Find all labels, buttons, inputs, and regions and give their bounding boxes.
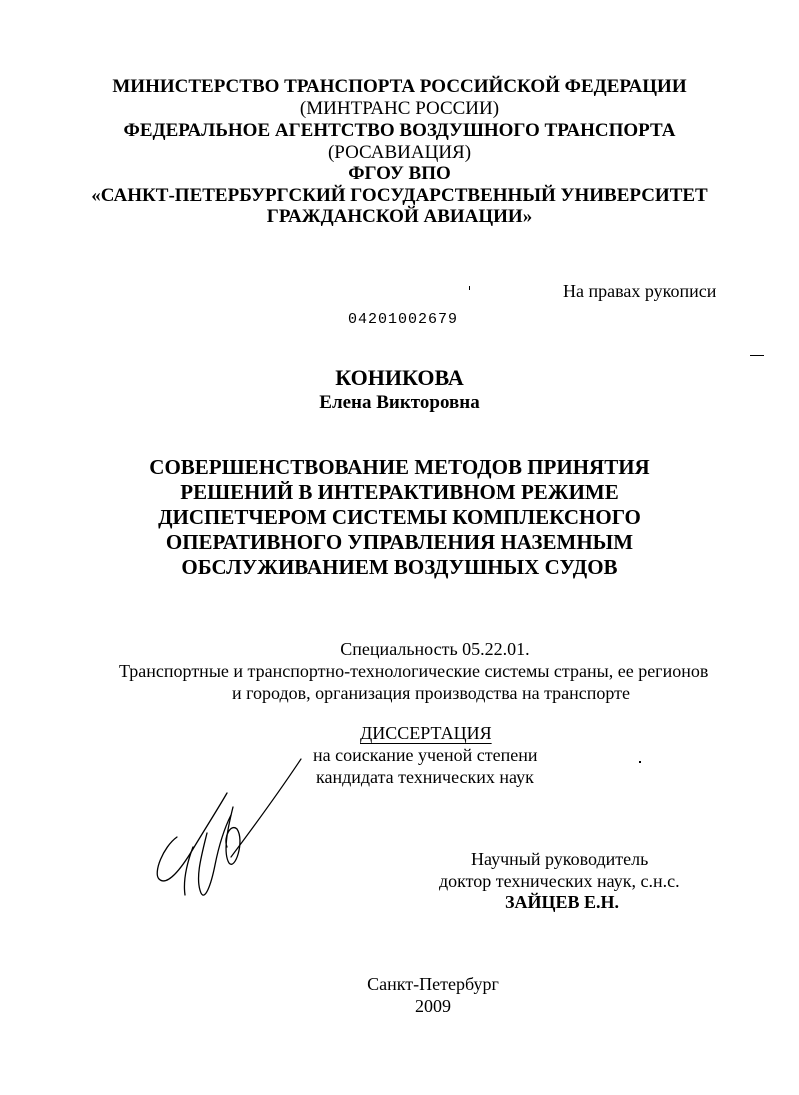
supervisor-label: Научный руководитель xyxy=(471,849,649,869)
specialty-code: Специальность 05.22.01. xyxy=(340,639,530,659)
scan-speck xyxy=(750,355,764,356)
scan-speck xyxy=(639,761,641,763)
author-surname: КОНИКОВА xyxy=(335,365,464,390)
title-line: РЕШЕНИЙ В ИНТЕРАКТИВНОМ РЕЖИМЕ xyxy=(180,480,619,504)
specialty-description-1: Транспортные и транспортно-технологические системы страны, ее регионов xyxy=(119,661,709,681)
supervisor-name: ЗАЙЦЕВ Е.Н. xyxy=(505,892,620,912)
ministry-abbr-line: (МИНТРАНС РОССИИ) xyxy=(299,98,500,119)
handwritten-signature xyxy=(145,745,315,905)
title-line: ОБСЛУЖИВАНИЕМ ВОЗДУШНЫХ СУДОВ xyxy=(181,555,618,579)
footer-year: 2009 xyxy=(415,996,451,1016)
author-given-names: Елена Викторовна xyxy=(319,392,480,413)
footer-city: Санкт-Петербург xyxy=(367,974,499,994)
scan-speck xyxy=(469,286,470,290)
university-line-1: «САНКТ-ПЕТЕРБУРГСКИЙ ГОСУДАРСТВЕННЫЙ УНИВЕРСИТЕТ xyxy=(91,185,708,206)
agency-line: ФЕДЕРАЛЬНОЕ АГЕНТСТВО ВОЗДУШНОГО ТРАНСПОРТА xyxy=(123,120,676,141)
manuscript-rights-note: На правах рукописи xyxy=(563,281,717,301)
agency-abbr-line: (РОСАВИАЦИЯ) xyxy=(327,142,472,163)
institution-type-line: ФГОУ ВПО xyxy=(348,163,451,184)
title-line: СОВЕРШЕНСТВОВАНИЕ МЕТОДОВ ПРИНЯТИЯ xyxy=(149,455,650,479)
ministry-line: МИНИСТЕРСТВО ТРАНСПОРТА РОССИЙСКОЙ ФЕДЕРАЦИИ xyxy=(112,76,687,97)
document-number: 04201002679 xyxy=(348,311,459,328)
dissertation-field-line: кандидата технических наук xyxy=(316,767,534,787)
title-line: ОПЕРАТИВНОГО УПРАВЛЕНИЯ НАЗЕМНЫМ xyxy=(165,530,634,554)
supervisor-degree: доктор технических наук, с.н.с. xyxy=(439,871,680,891)
specialty-description-2: и городов, организация производства на транспорте xyxy=(231,683,631,703)
university-line-2: ГРАЖДАНСКОЙ АВИАЦИИ» xyxy=(266,206,533,227)
title-line: ДИСПЕТЧЕРОМ СИСТЕМЫ КОМПЛЕКСНОГО xyxy=(158,505,641,529)
dissertation-degree-line: на соискание ученой степени xyxy=(313,745,538,765)
dissertation-label: ДИССЕРТАЦИЯ xyxy=(360,723,492,743)
